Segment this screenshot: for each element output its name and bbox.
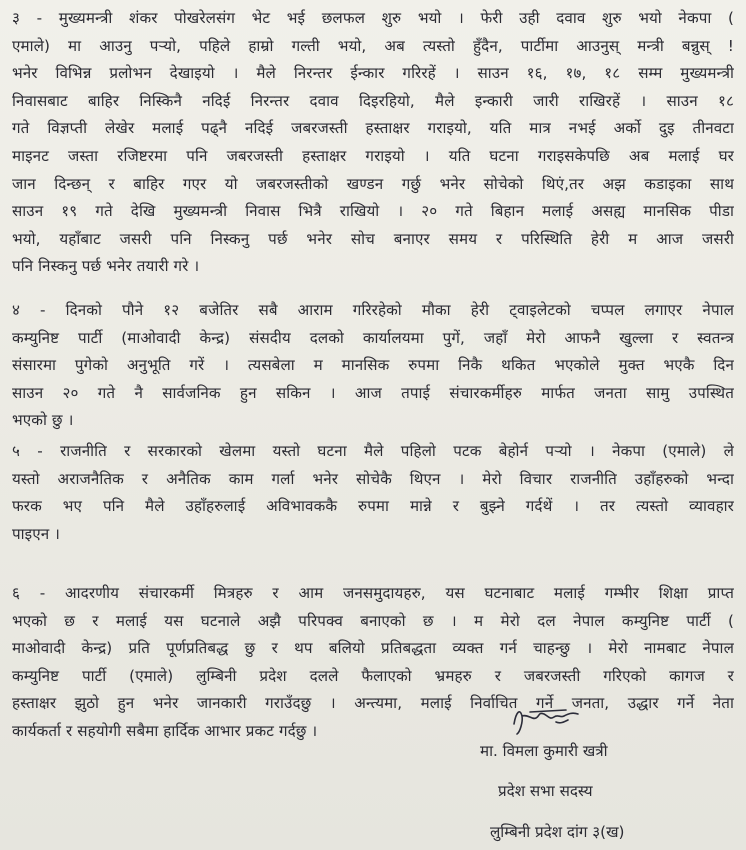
text-line: हस्ताक्षर झुठो हुन भनेर जानकारी गराउँदछु । अन्त्यमा, मलाई निर्वाचित गर्ने जनता, उद्धार गर्ने नेता bbox=[12, 694, 734, 713]
text-line: जान दिन्छन् र बाहिर गएर यो जबरजस्तीको खण्डन गर्छु भनेर सोचेको थिएं,तर अझ कडाइका साथ bbox=[12, 174, 734, 193]
text-line: ३ - मुख्यमन्त्री शंकर पोखरेलसंग भेट भई छलफल शुरु भयो । फेरी उही दवाव शुरु भयो नेकपा ( bbox=[12, 9, 734, 27]
text-line: पनि निस्कनु पर्छ भनेर तयारी गरे । bbox=[12, 257, 200, 276]
text-line: साउन १९ गते देखि मुख्यमन्त्री निवास भित्रै राखियो । २० गते बिहान मलाई असह्य मानसिक पीडा bbox=[12, 202, 734, 221]
text-line: गते विज्ञप्ती लेखेर मलाई पढ्नै नदिई जबरजस्ती हस्ताक्षर गराइयो, यति मात्र नभई अर्को दुइ तीनवटा bbox=[12, 119, 734, 138]
paragraph-point-6 bbox=[12, 580, 734, 746]
text-line: कार्यकर्ता र सहयोगी सबैमा हार्दिक आभार प्रकट गर्दछु । bbox=[12, 721, 318, 740]
signatory-role: प्रदेश सभा सदस्य bbox=[498, 782, 593, 800]
text-line: कम्युनिष्ट पार्टी (एमाले) लुम्बिनी प्रदेश दलले फैलाएको भ्रमहरु र जबरजस्ती गरिएको कागज र bbox=[12, 666, 734, 685]
paragraph-point-5 bbox=[12, 438, 734, 548]
text-line: एमाले) मा आउनु पर्‍यो, पहिले हाम्रो गल्ती भयो, अब त्यस्तो हुँदैन, पार्टीमा आउनुस् मन्त्री बन्नुस् ! bbox=[12, 36, 734, 55]
text-line: कम्युनिष्ट पार्टी (माओवादी केन्द्र) संसदीय दलको कार्यालयमा पुगें, जहाँ मेरो आफनै खुल्ला र स्वतन्त्र bbox=[12, 328, 734, 347]
text-line: संसारमा पुगेको अनुभूति गरें । त्यसबेला म मानसिक रुपमा निकै थकित भएकोले मुक्त भएकै दिन bbox=[12, 356, 734, 375]
text-line: ४ - दिनको पौने १२ बजेतिर सबै आराम गरिरहेको मौका हेरी ट्वाइलेटको चप्पल लगाएर नेपाल bbox=[12, 301, 734, 319]
text-line: भयो, यहाँबाट जसरी पनि निस्कनु पर्छ भनेर सोच बनाएर समय र परिस्थिति हेरी म आज जसरी bbox=[12, 229, 734, 248]
handwritten-signature bbox=[508, 702, 588, 740]
signatory-constituency: लुम्बिनी प्रदेश दांग ३(ख) bbox=[490, 823, 625, 841]
text-line: निवासबाट बाहिर निस्किनै नदिई निरन्तर दवाव दिइरहियो, मैले इन्कारी जारी राखिरहें । साउन १८ bbox=[12, 91, 734, 110]
text-line: भएको छ र मलाई यस घटनाले अझै परिपक्व बनाएको छ । म मेरो दल नेपाल कम्युनिष्ट पार्टी ( bbox=[12, 611, 734, 630]
text-line: यस्तो अराजनैतिक र अनैतिक काम गर्ला भनेर सोचेकै थिएन । मेरो विचार राजनीति उहाँहरुको भन्दा bbox=[12, 469, 734, 488]
text-line: माइनट जस्ता रजिष्टरमा पनि जबरजस्ती हस्ताक्षर गराइयो । यति घटना गराइसकेपछि अब मलाई घर bbox=[12, 146, 734, 165]
text-line: पाइएन । bbox=[12, 524, 61, 543]
text-line: ६ - आदरणीय संचारकर्मी मित्रहरु र आम जनसमुदायहरु, यस घटनाबाट मलाई गम्भीर शिक्षा प्राप्त bbox=[12, 584, 734, 602]
text-line: माओवादी केन्द्र) प्रति पूर्णप्रतिबद्ध छु र थप बलियो प्रतिबद्धता व्यक्त गर्न चाहन्छु । मेरो नामबाट नेपाल bbox=[12, 639, 734, 658]
paragraph-point-4 bbox=[12, 297, 734, 435]
text-line: ५ - राजनीति र सरकारको खेलमा यस्तो घटना मैले पहिलो पटक बेहोर्न पर्‍यो । नेकपा (एमाले) ले bbox=[12, 442, 734, 460]
paragraph-point-3 bbox=[12, 5, 734, 281]
text-line: साउन २० गते नै सार्वजनिक हुन सकिन । आज तपाई संचारकर्मीहरु मार्फत जनता सामु उपस्थित bbox=[12, 383, 734, 402]
text-line: भनेर विभिन्न प्रलोभन देखाइयो । मैले निरन्तर ईन्कार गरिरहें । साउन १६, १७, १८ सम्म मुख्यमन्त्री bbox=[12, 64, 734, 83]
signatory-name: मा. विमला कुमारी खत्री bbox=[480, 742, 608, 760]
text-line: फरक भए पनि मैले उहाँहरुलाई अविभावककै रुपमा मान्ने र बुझ्ने गर्दथें । तर त्यस्तो व्यावहार bbox=[12, 497, 734, 516]
text-line: भएको छु । bbox=[12, 411, 74, 430]
